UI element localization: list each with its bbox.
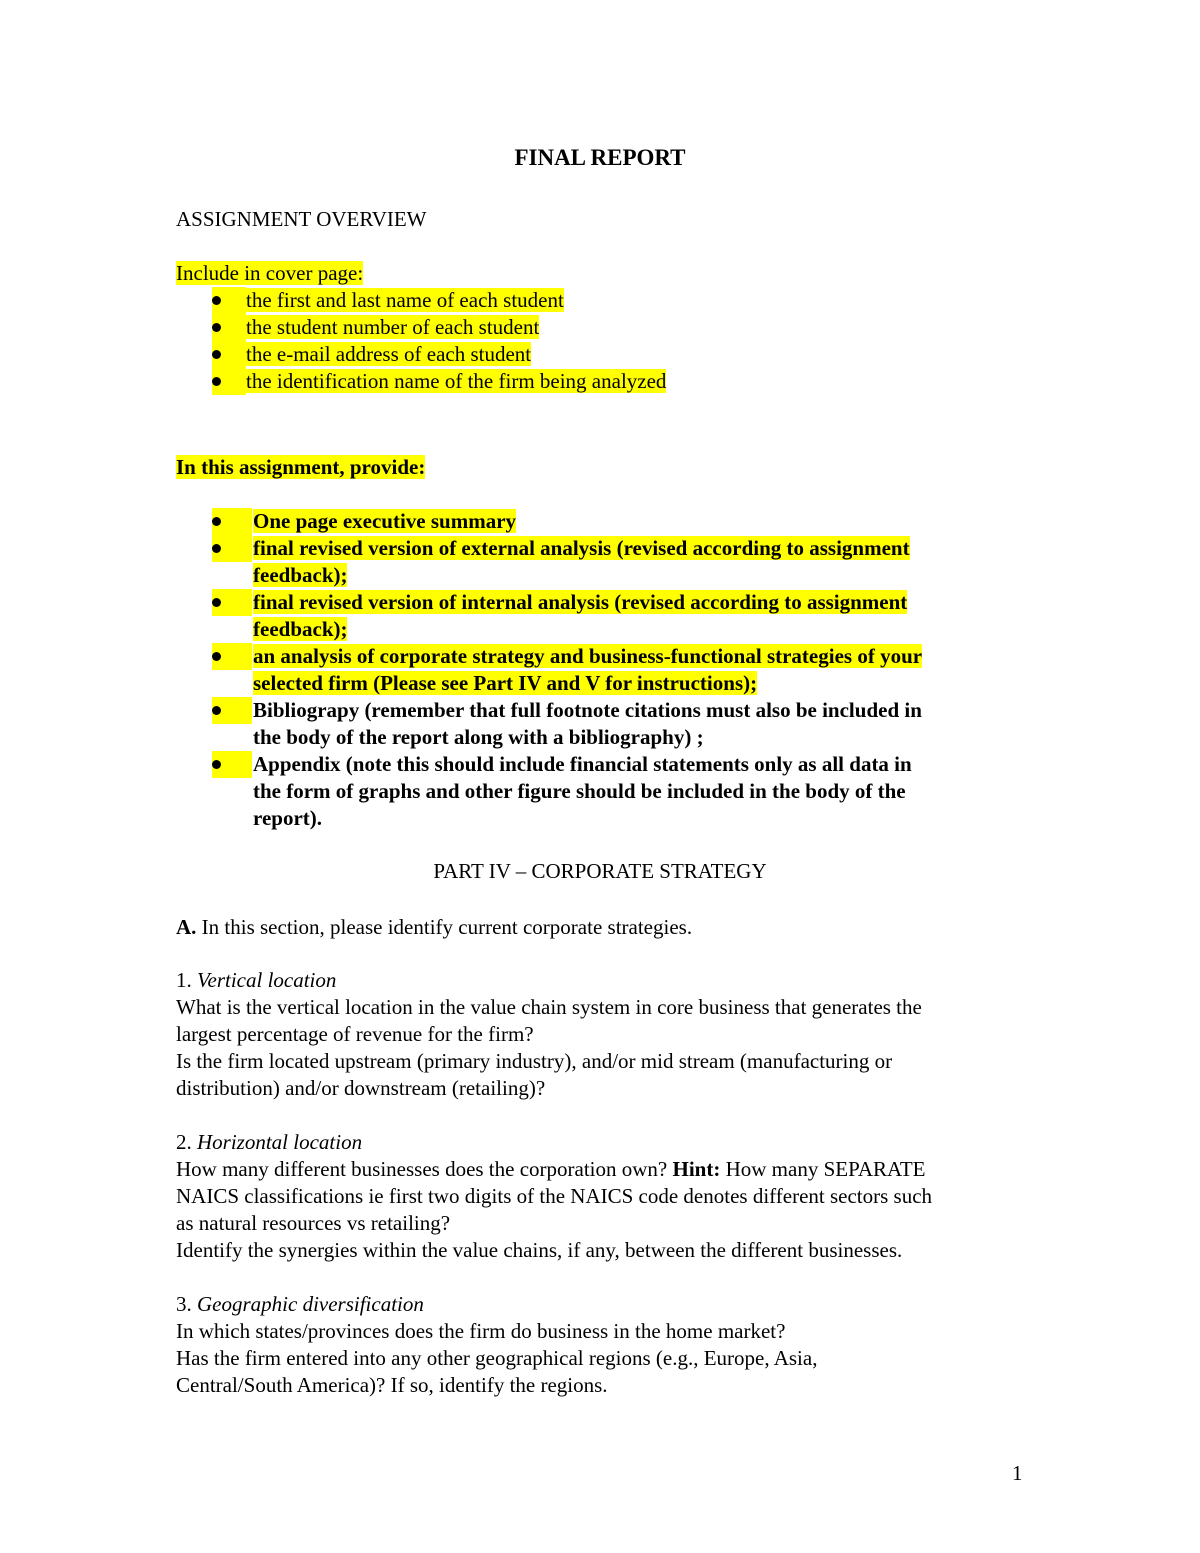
list-item: Appendix (note this should include financial statements only as all data in — [253, 752, 912, 776]
section-a: A. In this section, please identify current corporate strategies. — [176, 915, 693, 939]
overview-heading: ASSIGNMENT OVERVIEW — [176, 207, 427, 231]
paragraph-line: Central/South America)? If so, identify the regions. — [176, 1373, 608, 1397]
part4-heading: PART IV – CORPORATE STRATEGY — [433, 859, 767, 883]
list-item: the identification name of the firm being analyzed — [246, 369, 667, 393]
bullet-icon — [212, 751, 252, 778]
bullet-icon — [212, 589, 252, 616]
paragraph-line: What is the vertical location in the value chain system in core business that generates the — [176, 995, 922, 1019]
list-item-continued: report). — [253, 806, 322, 830]
list-item-continued: the body of the report along with a bibliography) ; — [253, 725, 704, 749]
paragraph-line: In which states/provinces does the firm do business in the home market? — [176, 1319, 786, 1343]
paragraph-line: largest percentage of revenue for the firm? — [176, 1022, 534, 1046]
bullet-icon — [212, 314, 246, 341]
paragraph-line: Is the firm located upstream (primary industry), and/or mid stream (manufacturing or — [176, 1049, 893, 1073]
bullet-icon — [212, 643, 252, 670]
paragraph-line: Has the firm entered into any other geographical regions (e.g., Europe, Asia, — [176, 1346, 818, 1370]
provide-heading: In this assignment, provide: — [176, 455, 426, 479]
cover-intro: Include in cover page: — [176, 261, 364, 285]
bullet-icon — [212, 341, 246, 368]
bullet-icon — [212, 368, 246, 395]
paragraph-line: How many different businesses does the corporation own? Hint: How many SEPARATE — [176, 1157, 926, 1181]
section-2-title: 2. Horizontal location — [176, 1130, 363, 1154]
list-item: Bibliograpy (remember that full footnote citations must also be included in — [253, 698, 922, 722]
paragraph-line: Identify the synergies within the value chains, if any, between the different businesses. — [176, 1238, 903, 1262]
list-item: the student number of each student — [246, 315, 540, 339]
list-item: an analysis of corporate strategy and business-functional strategies of your — [253, 644, 923, 668]
list-item-continued: feedback); — [253, 617, 348, 641]
page-title: FINAL REPORT — [514, 145, 686, 170]
list-item: One page executive summary — [253, 509, 517, 533]
section-3-title: 3. Geographic diversification — [176, 1292, 424, 1316]
bullet-icon — [212, 508, 252, 535]
section-1-title: 1. Vertical location — [176, 968, 337, 992]
list-item: the first and last name of each student — [246, 288, 564, 312]
bullet-icon — [212, 287, 246, 314]
bullet-icon — [212, 697, 252, 724]
list-item-continued: selected firm (Please see Part IV and V for instructions); — [253, 671, 758, 695]
paragraph-line: as natural resources vs retailing? — [176, 1211, 451, 1235]
paragraph-line: distribution) and/or downstream (retailing)? — [176, 1076, 546, 1100]
bullet-icon — [212, 535, 252, 562]
list-item: the e-mail address of each student — [246, 342, 532, 366]
list-item: final revised version of external analysis (revised according to assignment — [253, 536, 910, 560]
list-item-continued: feedback); — [253, 563, 348, 587]
list-item: final revised version of internal analysis (revised according to assignment — [253, 590, 908, 614]
list-item-continued: the form of graphs and other figure should be included in the body of the — [253, 779, 906, 803]
page-number: 1 — [1012, 1461, 1023, 1485]
paragraph-line: NAICS classifications ie first two digits of the NAICS code denotes different sectors such — [176, 1184, 933, 1208]
